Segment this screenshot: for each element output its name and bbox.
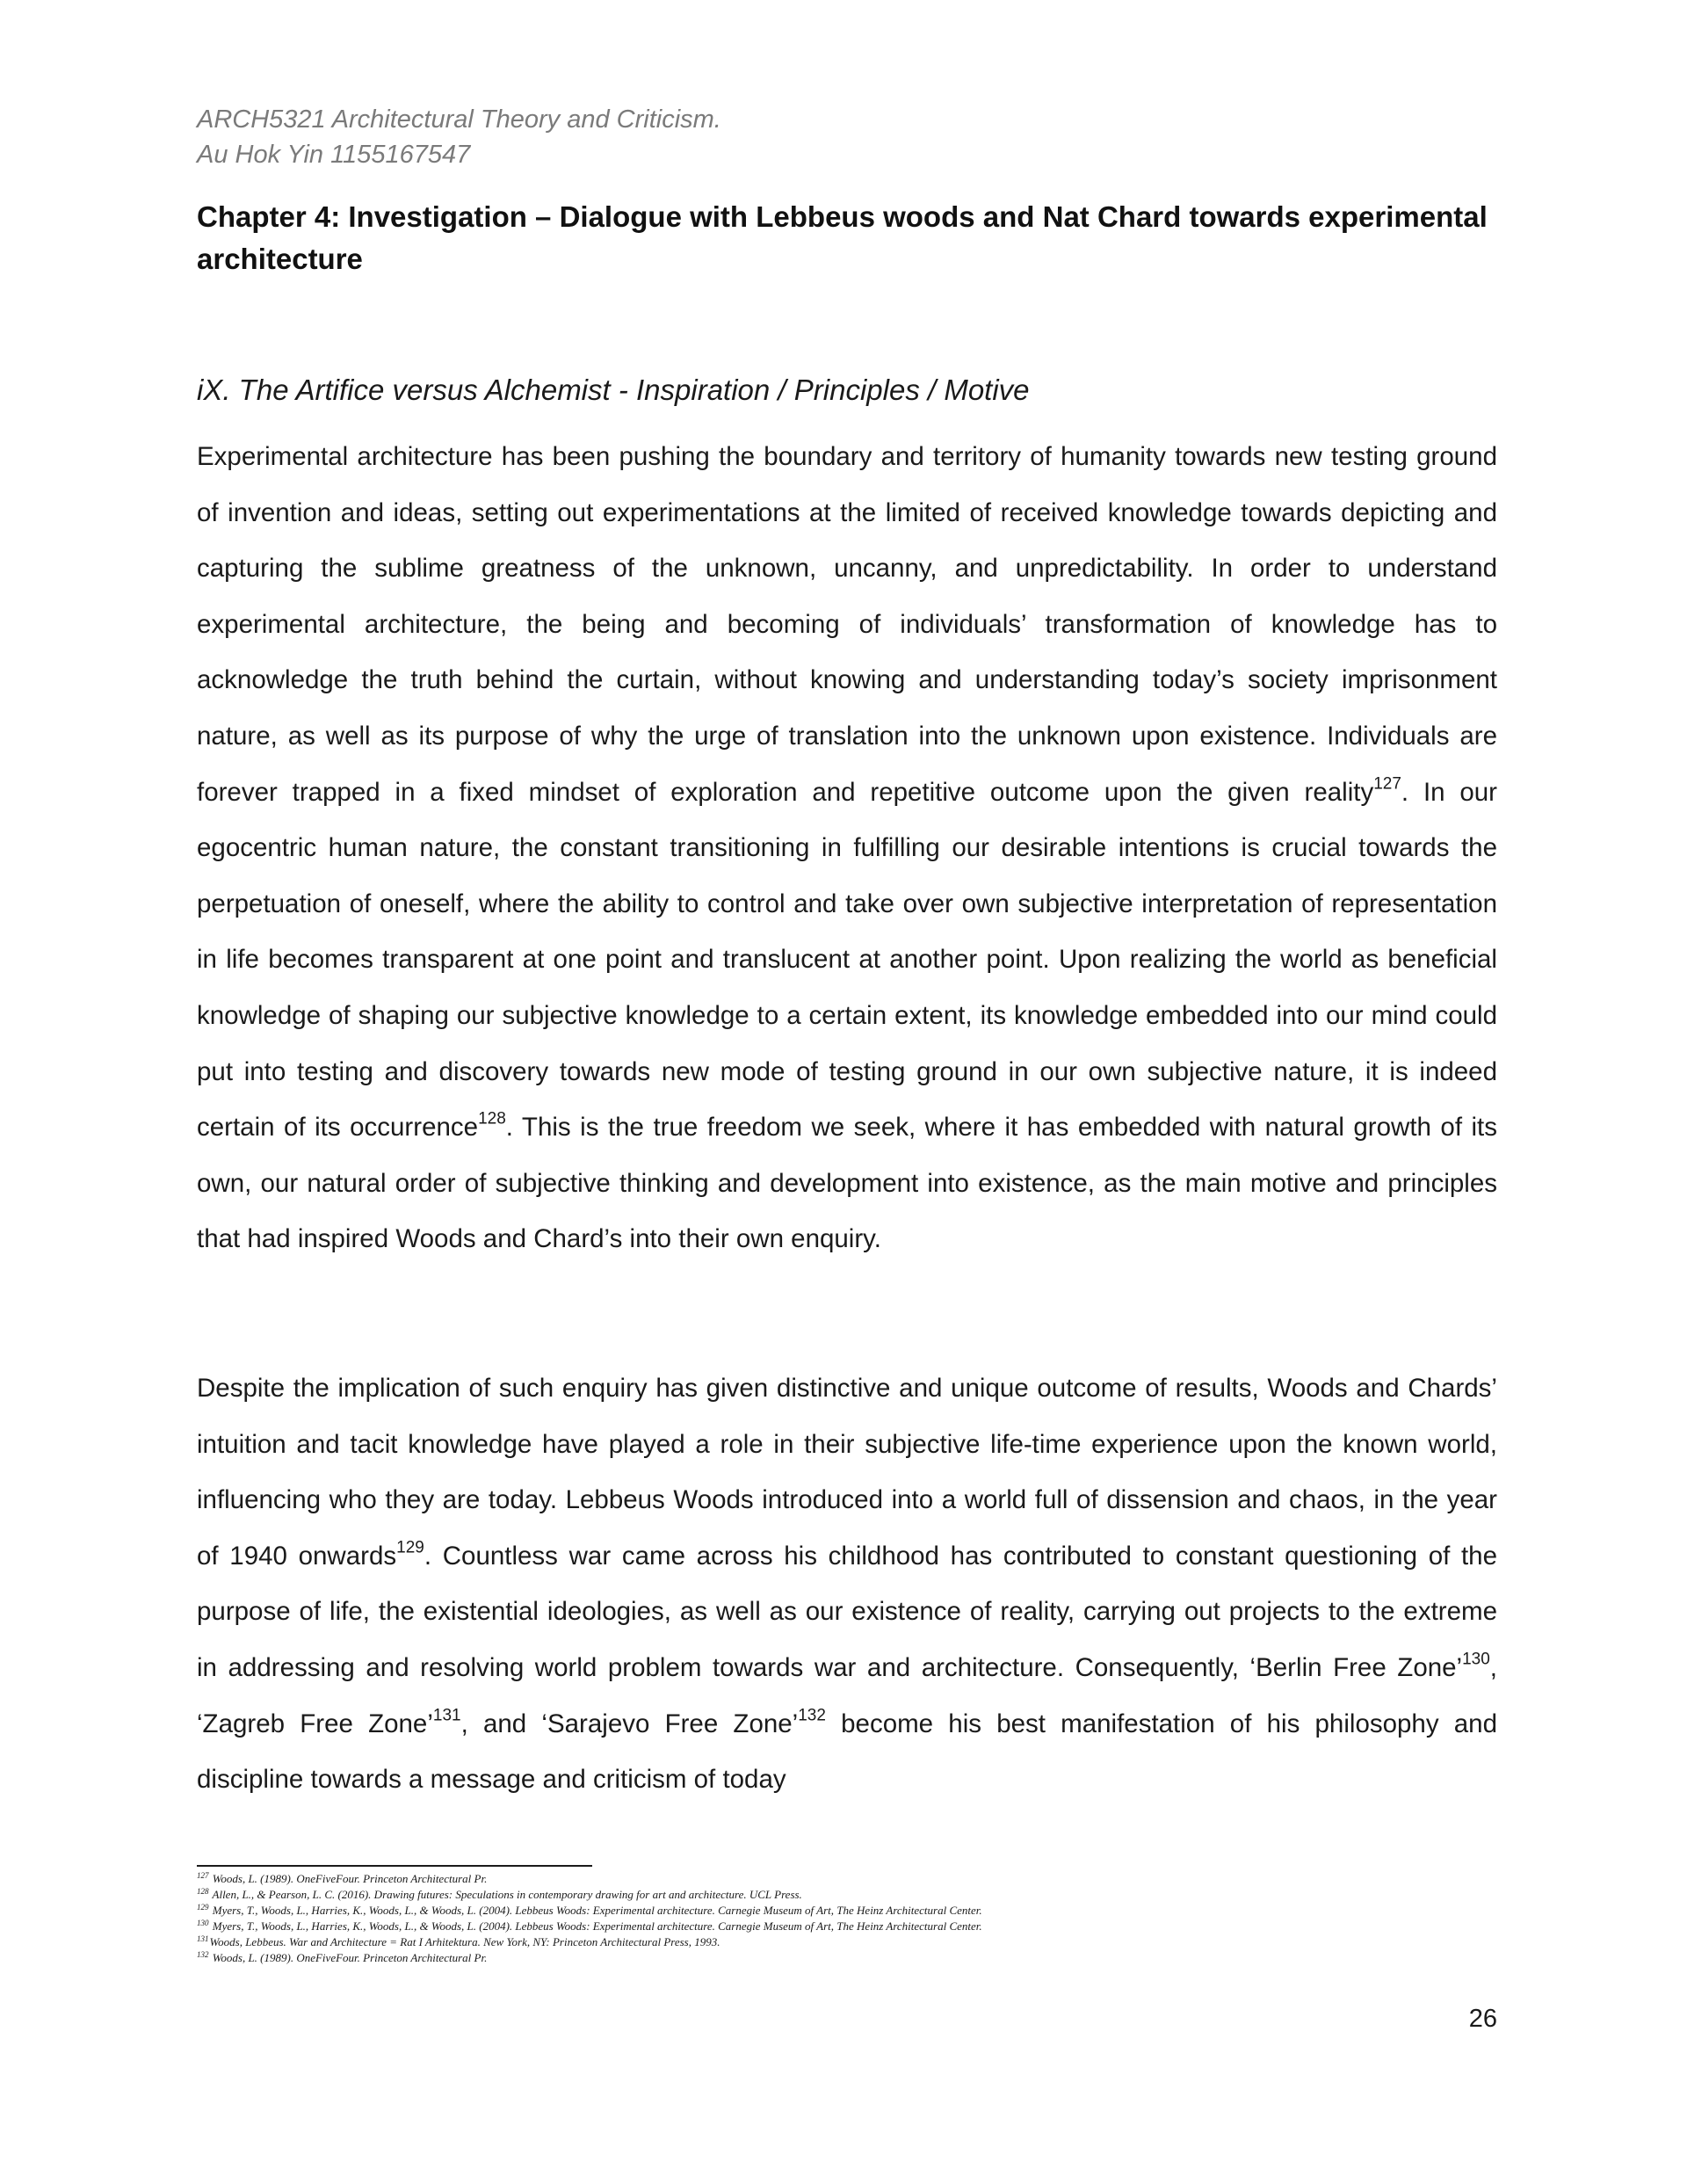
footnote-reference[interactable]: 127 <box>1373 774 1401 794</box>
chapter-title: Chapter 4: Investigation – Dialogue with Lebbeus woods and Nat Chard towards experimental architecture <box>197 200 1488 275</box>
page-header <box>197 102 1497 172</box>
footnote-item <box>197 1903 1497 1919</box>
footnote-number: 129 <box>197 1902 209 1912</box>
footnote-divider <box>197 1865 592 1867</box>
footnote-text: Myers, T., Woods, L., Harries, K., Woods, L., & Woods, L. (2004). Lebbeus Woods: Experimental architecture. Carnegie Museum of Art, The Heinz Architectural Center. <box>212 1919 982 1933</box>
paragraph-text: Despite the implication of such enquiry has given distinctive and unique outcome of results, Woods and Chards’ intuition and tacit knowledge have played a role in their subjective life-time experience upon the known world, influencing who they are today. Lebbeus Woods introduced into a world full of dissension and chaos, in the year of 1940 onwards <box>197 1374 1497 1571</box>
footnote-item <box>197 1887 1497 1903</box>
paragraph-text: . This is the true freedom we seek, where it has embedded with natural growth of its own, our natural order of subjective thinking and development into existence, as the main motive and principles that had inspired Woods and Chard’s into their own enquiry. <box>197 1113 1498 1254</box>
footnote-item <box>197 1919 1497 1934</box>
footnote-reference[interactable]: 128 <box>478 1109 506 1128</box>
footnote-reference[interactable]: 130 <box>1462 1650 1490 1669</box>
body-paragraph-2 <box>197 1360 1497 1808</box>
course-title: ARCH5321 Architectural Theory and Criticism. <box>197 105 721 134</box>
footnote-number: 132 <box>197 1949 209 1959</box>
footnote-text: Woods, L. (1989). OneFiveFour. Princeton Architectural Pr. <box>212 1951 488 1964</box>
paragraph-text: , ‘Zagreb Free Zone’ <box>197 1652 1497 1738</box>
footnotes <box>197 1871 1497 1966</box>
footnote-reference[interactable]: 131 <box>432 1706 461 1725</box>
page-number: 26 <box>1468 2005 1497 2033</box>
footnote-text: Myers, T., Woods, L., Harries, K., Woods, L., & Woods, L. (2004). Lebbeus Woods: Experimental architecture. Carnegie Museum of Art, The Heinz Architectural Center. <box>212 1904 982 1917</box>
footnote-number: 131 <box>197 1934 209 1943</box>
footnote-item <box>197 1871 1497 1887</box>
footnote-text: Allen, L., & Pearson, L. C. (2016). Drawing futures: Speculations in contemporary drawing for art and architecture. UCL Press. <box>212 1888 802 1901</box>
paragraph-text: become his best manifestation of his philosophy and discipline towards a message and criticism of today <box>197 1709 1497 1795</box>
author-line: Au Hok Yin 1155167547 <box>197 141 471 169</box>
section-title: iX. The Artifice versus Alchemist - Inspiration / Principles / Motive <box>197 374 1030 406</box>
paragraph-text: Experimental architecture has been pushing the boundary and territory of humanity towards new testing ground of invention and ideas, setting out experimentations at the limited of received knowledge towards depicting and capturing the sublime greatness of the unknown, uncanny, and unpredictability. In order to understand experimental architecture, the being and becoming of individuals’ transformation of knowledge has to acknowledge the truth behind the curtain, without knowing and understanding today’s society imprisonment nature, as well as its purpose of why the urge of translation into the unknown upon existence. Individuals are forever trapped in a fixed mindset of exploration and repetitive outcome upon the given reality <box>197 442 1497 807</box>
footnote-number: 127 <box>197 1870 209 1880</box>
footnote-item <box>197 1950 1497 1966</box>
paragraph-text: . In our egocentric human nature, the constant transitioning in fulfilling our desirable intentions is crucial towards the perpetuation of oneself, where the ability to control and take over own subjective interpretation of representation in life becomes transparent at one point and translucent at another point. Upon realizing the world as beneficial knowledge of shaping our subjective knowledge to a certain extent, its knowledge embedded into our mind could put into testing and discovery towards new mode of testing ground in our own subjective nature, it is indeed certain of its occurrence <box>197 777 1498 1143</box>
paragraph-text: . Countless war came across his childhood has contributed to constant questioning of the purpose of life, the existential ideologies, as well as our existence of reality, carrying out projects to the extreme in addressing and resolving world problem towards war and architecture. Consequently, ‘Berlin Free Zone’ <box>197 1541 1498 1682</box>
footnote-number: 130 <box>197 1918 209 1927</box>
footnote-reference[interactable]: 129 <box>396 1538 424 1557</box>
footnote-text: Woods, Lebbeus. War and Architecture = Rat I Arhitektura. New York, NY: Princeton Architectural Press, 1993. <box>209 1935 720 1948</box>
footnote-text: Woods, L. (1989). OneFiveFour. Princeton Architectural Pr. <box>212 1872 488 1885</box>
footnote-number: 128 <box>197 1886 209 1896</box>
body-paragraph-1 <box>197 429 1497 1267</box>
footnote-item <box>197 1934 1497 1950</box>
footnote-reference[interactable]: 132 <box>798 1706 826 1725</box>
paragraph-text: , and ‘Sarajevo Free Zone’ <box>460 1709 799 1738</box>
